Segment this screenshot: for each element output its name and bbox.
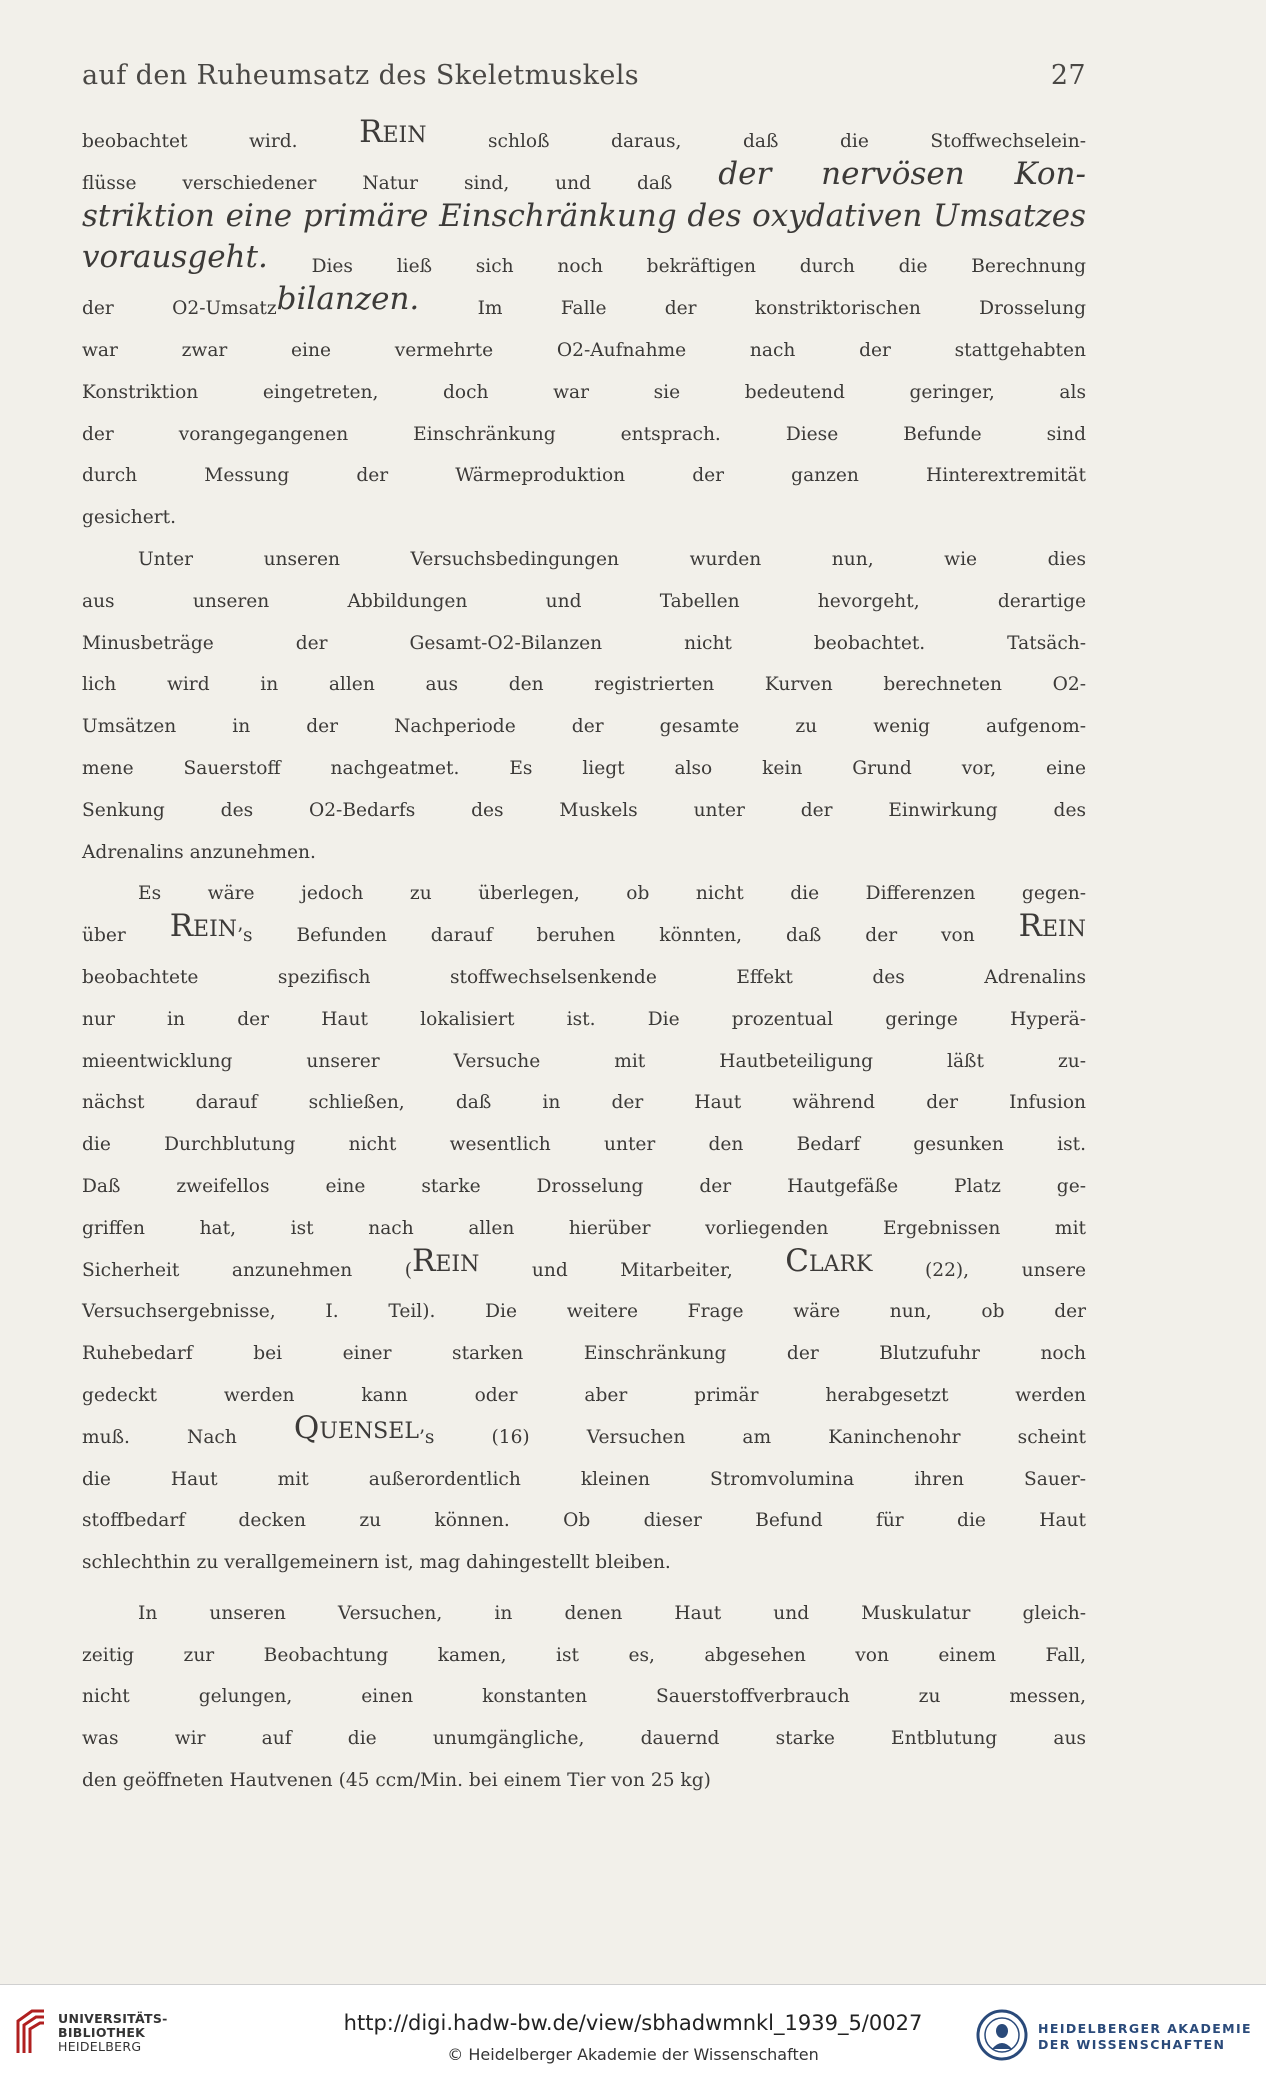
text-line: [82, 1241, 1086, 1283]
academy-logo[interactable]: [976, 2009, 1252, 2065]
text-line: [82, 864, 1086, 906]
text-line: [82, 488, 1086, 530]
text-run: mene Sauerstoff nachgeatmet. Es liegt also kein Grund vor, eine: [82, 757, 1086, 779]
text-line: [82, 948, 1086, 990]
text-run: 2: [502, 632, 515, 654]
text-run: lich wird in allen aus den registrierten Kurven berechneten O: [82, 674, 1068, 696]
text-run: Senkung des O: [82, 799, 325, 821]
text-run: schlechthin zu verallgemeinern ist, mag dahingestellt bleiben.: [82, 1552, 671, 1574]
text-run: In unseren Versuchen, in denen Haut und Muskulatur gleich-: [138, 1602, 1086, 1624]
text-run: der nervösen Kon-: [718, 155, 1086, 192]
academy-name-1: HEIDELBERGER AKADEMIE: [1038, 2021, 1252, 2036]
text-run: gedeckt werden kann oder aber primär herabgesetzt werden: [82, 1384, 1086, 1406]
text-run: zeitig zur Beobachtung kamen, ist es, abgesehen von einem Fall,: [82, 1644, 1086, 1666]
text-run: Rein: [412, 1242, 480, 1279]
text-line: [82, 1115, 1086, 1157]
text-line: [82, 405, 1086, 447]
text-run: der vorangegangenen Einschränkung entsprach. Diese Befunde sind: [82, 423, 1086, 445]
text-run: gesichert.: [82, 507, 177, 529]
text-run: Rein: [169, 908, 238, 945]
text-run: aus unseren Abbildungen und Tabellen hevorgeht, derartige: [82, 590, 1086, 612]
text-run: -Aufnahme nach der stattgehabten: [583, 339, 1087, 361]
text-run: beobachtete spezifisch stoffwechselsenkende Effekt des Adrenalins: [82, 966, 1086, 988]
text-run: Konstriktion eingetreten, doch war sie bedeutend geringer, als: [82, 381, 1086, 403]
text-run: Sicherheit anzunehmen (: [82, 1259, 413, 1281]
text-run: Versuchsergebnisse, I. Teil). Die weitere Frage wäre nun, ob der: [82, 1301, 1086, 1323]
text-run: -Bedarfs des Muskels unter der Einwirkung des: [336, 799, 1086, 821]
text-line: [82, 1450, 1086, 1492]
text-run: -Bilanzen nicht beobachtet. Tatsäch-: [514, 632, 1086, 654]
text-line: [82, 781, 1086, 823]
footer-bar: [0, 1984, 1266, 2079]
text-run: Es wäre jedoch zu überlegen, ob nicht die Differenzen gegen-: [138, 883, 1086, 905]
text-run: Rein: [1018, 908, 1086, 945]
text-run: Unter unseren Versuchsbedingungen wurden nun, wie dies: [138, 548, 1086, 570]
text-line: [82, 906, 1086, 948]
text-run: mieentwicklung unserer Versuche mit Hautbeteiligung läßt zu-: [82, 1050, 1086, 1072]
text-run: über: [82, 925, 170, 947]
text-line: [82, 363, 1086, 405]
text-line: [82, 1491, 1086, 1533]
running-header: [82, 60, 1086, 91]
text-line: [82, 1366, 1086, 1408]
text-run: ’s Befunden darauf beruhen könnten, daß der von: [237, 925, 1019, 947]
text-run: durch Messung der Wärmeproduktion der ganzen Hinterextremität: [82, 465, 1086, 487]
text-line: [82, 1157, 1086, 1199]
text-run: Dies ließ sich noch bekräftigen durch die Berechnung: [267, 256, 1086, 278]
text-run: was wir auf die unumgängliche, dauernd starke Entblutung aus: [82, 1728, 1086, 1750]
text-run: nur in der Haut lokalisiert ist. Die prozentual geringe Hyperä-: [82, 1008, 1086, 1030]
text-line: [82, 1199, 1086, 1241]
text-line: [82, 655, 1086, 697]
text-run: nächst darauf schließen, daß in der Haut während der Infusion: [82, 1092, 1086, 1114]
text-line: [82, 1709, 1086, 1751]
running-title: auf den Ruheumsatz des Skeletmuskels: [82, 60, 640, 91]
text-run: Minusbeträge der Gesamt-O: [82, 632, 503, 654]
text-run: striktion eine primäre Einschränkung des oxydativen Umsatzes: [82, 197, 1086, 234]
text-run: ’s (16) Versuchen am Kaninchenohr scheint: [418, 1426, 1086, 1448]
text-line: [82, 572, 1086, 614]
copyright-notice: © Heidelberger Akademie der Wissenschaften: [447, 2045, 819, 2064]
body-text: [82, 112, 1086, 1793]
library-name-1: UNIVERSITÄTS-: [58, 2011, 168, 2026]
text-run: Rein: [359, 114, 427, 150]
hadw-seal-icon: [976, 2009, 1028, 2065]
text-line: [82, 196, 1086, 238]
text-line: [82, 823, 1086, 865]
text-run: der O: [82, 298, 188, 320]
text-run: Adrenalins anzunehmen.: [82, 841, 316, 863]
library-name-2: BIBLIOTHEK: [58, 2025, 146, 2040]
text-run: Clark: [785, 1242, 873, 1279]
text-run: 2: [572, 339, 584, 361]
text-run: (22), unsere: [872, 1259, 1086, 1281]
text-run: 2: [324, 799, 337, 821]
text-line: [82, 1282, 1086, 1324]
text-line: [82, 446, 1086, 488]
text-line: [82, 1032, 1086, 1074]
text-line: [82, 1667, 1086, 1709]
text-run: flüsse verschiedener Natur sind, und daß: [82, 172, 719, 194]
text-line: [82, 1584, 1086, 1626]
text-line: [82, 1408, 1086, 1450]
text-run: bilanzen.: [276, 281, 420, 318]
text-run: beobachtet wird.: [82, 131, 360, 152]
text-run: griffen hat, ist nach allen hierüber vorliegenden Ergebnissen mit: [82, 1217, 1086, 1239]
text-run: muß. Nach: [82, 1426, 294, 1448]
text-line: [82, 739, 1086, 781]
library-name-3: HEIDELBERG: [58, 2039, 142, 2054]
text-run: Umsätzen in der Nachperiode der gesamte zu wenig aufgenom-: [82, 716, 1086, 738]
text-run: 2: [1067, 674, 1080, 696]
text-run: den geöffneten Hautvenen (45 ccm/Min. bei einem Tier von 25 kg): [82, 1770, 711, 1792]
text-run: 2: [187, 298, 200, 320]
text-run: stoffbedarf decken zu können. Ob dieser Befund für die Haut: [82, 1510, 1086, 1532]
text-line: [82, 1626, 1086, 1668]
text-line: [82, 279, 1086, 321]
academy-name-2: DER WISSENSCHAFTEN: [1038, 2037, 1226, 2052]
permalink-url[interactable]: http://digi.hadw-bw.de/view/sbhadwmnkl_1939_5/0027: [343, 2011, 923, 2035]
text-line: [82, 614, 1086, 656]
text-line: [82, 990, 1086, 1032]
text-line: [82, 1533, 1086, 1575]
text-line: [82, 530, 1086, 572]
text-run: die Haut mit außerordentlich kleinen Stromvolumina ihren Sauer-: [82, 1468, 1086, 1490]
text-run: war zwar eine vermehrte O: [82, 339, 573, 361]
text-run: Im Falle der konstriktorischen Drosselung: [419, 298, 1086, 320]
text-run: -: [1079, 674, 1086, 696]
text-line: [82, 1324, 1086, 1366]
text-line: [82, 321, 1086, 363]
text-run: nicht gelungen, einen konstanten Sauerstoffverbrauch zu messen,: [82, 1686, 1086, 1708]
text-run: -Umsatz: [199, 298, 277, 320]
text-line: [82, 112, 1086, 154]
text-run: Ruhebedarf bei einer starken Einschränkung der Blutzufuhr noch: [82, 1343, 1086, 1365]
text-line: [82, 1751, 1086, 1793]
text-line: [82, 154, 1086, 196]
page-number: 27: [1050, 60, 1086, 91]
text-run: Quensel: [293, 1409, 419, 1446]
text-run: die Durchblutung nicht wesentlich unter den Bedarf gesunken ist.: [82, 1134, 1086, 1156]
text-line: [82, 1073, 1086, 1115]
text-run: Daß zweifellos eine starke Drosselung der Hautgefäße Platz ge-: [82, 1175, 1086, 1197]
text-run: und Mitarbeiter,: [479, 1259, 786, 1281]
text-line: [82, 237, 1086, 279]
text-line: [82, 697, 1086, 739]
text-run: vorausgeht.: [82, 239, 268, 276]
text-run: schloß daraus, daß die Stoffwechselein-: [426, 131, 1086, 152]
